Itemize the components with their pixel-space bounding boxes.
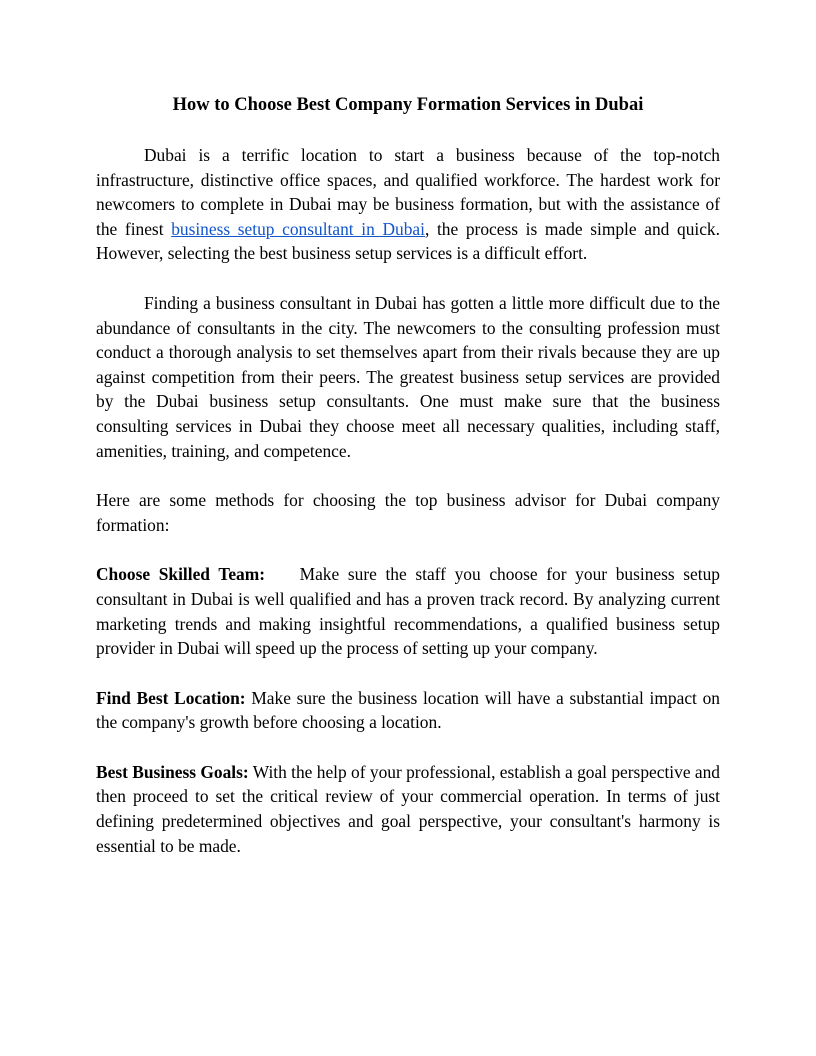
intro-text-after-link: , the process is made simple and quick. However, selecting the best business setup services is a difficult effort. bbox=[96, 218, 720, 264]
consultant-paragraph: Finding a business consultant in Dubai has gotten a little more difficult due to the abundance of consultants in the city. The newcomers to the consulting profession must conduct a thorough analysis to set themselves apart from their rivals because they are up against competition from their peers. The greatest business setup services are provided by the Dubai business setup consultants. One must make sure that the business consulting services in Dubai they choose meet all necessary qualities, including staff, amenities, training, and competence. bbox=[96, 292, 720, 461]
tip-heading: Best Business Goals: bbox=[96, 761, 249, 782]
tip-best-location bbox=[96, 686, 720, 735]
methods-intro-paragraph: Here are some methods for choosing the top business advisor for Dubai company formation: bbox=[96, 490, 720, 535]
tip-business-goals bbox=[96, 760, 720, 858]
document-page bbox=[96, 92, 720, 858]
tip-heading: Choose Skilled Team: bbox=[96, 564, 266, 585]
intro-text-before-link: Dubai is a terrific location to start a business because of the top-notch infrastructure, distinctive office spaces, and qualified workforce. The hardest work for newcomers to complete in Dubai may be business formation, but with the assistance of the finest bbox=[96, 145, 720, 239]
tip-text: Make sure the staff you choose for your business setup consultant in Dubai is well qualified and has a proven track record. By analyzing current marketing trends and making insightful recommendations, a qualified business setup provider in Dubai will speed up the process of setting up your company. bbox=[96, 564, 721, 659]
document-title: How to Choose Best Company Formation Services in Dubai bbox=[172, 95, 644, 115]
tip-text: Make sure the business location will have a substantial impact on the company's growth before choosing a location. bbox=[96, 687, 720, 733]
tip-heading: Find Best Location: bbox=[96, 687, 246, 708]
tip-text: With the help of your professional, establish a goal perspective and then proceed to set the critical review of your commercial operation. In terms of just defining predetermined objectives and goal perspective, your consultant's harmony is essential to be made. bbox=[96, 761, 720, 856]
tip-skilled-team bbox=[96, 562, 720, 660]
business-setup-consultant-link[interactable]: business setup consultant in Dubai bbox=[171, 218, 425, 239]
intro-paragraph bbox=[96, 143, 720, 266]
